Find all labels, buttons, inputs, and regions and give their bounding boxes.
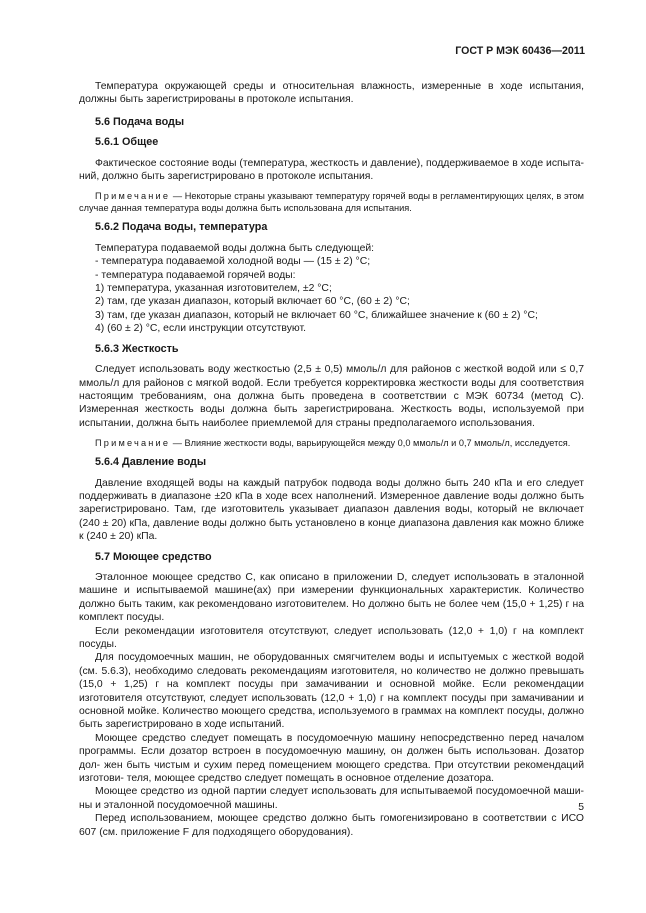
- section-5-7-paragraph: Моющее средство следует помещать в посудомоечную машину непосредственно перед началом программы. Если дозатор встроен в посудомоечную машину, он должен быть использован. Дозатор дол- жен быть чистым и сухим перед помещением моющего средства. При отсутствии рекомендаций изготови- теля, моющее средство следует помещать в основное отделение дозатора.: [79, 732, 584, 785]
- section-5-6-3-note: [79, 437, 584, 449]
- section-5-7-paragraph: Эталонное моющее средство С, как описано в приложении D, следует использовать в эталонной машине и испытываемой машине(ах) при измерении функциональных характеристик. Количество должно быть таким, как рекомендовано изготовителем. Но должно быть не более чем (15,0 + 1,25) г на комплект посуды.: [79, 571, 584, 624]
- page-content: [79, 80, 584, 839]
- section-5-6-1-note: [79, 190, 584, 214]
- section-5-7-paragraph: Если рекомендации изготовителя отсутствуют, следует использовать (12,0 + 1,0) г на комплект посуды.: [79, 625, 584, 650]
- note-text: — Некоторые страны указывают температуру горячей воды в регламентирующих целях, в этом случае данная температура воды должна быть использована для испытания.: [79, 191, 584, 214]
- section-5-6-3-text: Следует использовать воду жесткостью (2,5 ± 0,5) ммоль/л для районов с жесткой водой или ≤ 0,7 ммоль/л для районов с мягкой водой. Если требуется корректировка жесткости воды для соответствия настоящим требованиям, она должна быть проведена в соответствии с МЭК 60734 (метод С). Измеренная жесткость воды должна быть зарегистрирована. Жесткость воды, используемой при испытании, должна быть наиболее приемлемой для страны предполагаемого использования.: [79, 364, 584, 429]
- note-text: — Влияние жесткости воды, варьирующейся между 0,0 ммоль/л и 0,7 ммоль/л, исследуется.: [170, 438, 571, 449]
- page-number: 5: [578, 802, 584, 813]
- temperature-line: 4) (60 ± 2) °С, если инструкции отсутствуют.: [95, 323, 306, 335]
- standard-header: ГОСТ Р МЭК 60436—2011: [455, 45, 585, 57]
- section-5-7-paragraph: Моющее средство из одной партии следует использовать для испытываемой посудомоечной маши- ны и эталонной посудомоечной машины.: [79, 786, 584, 811]
- section-5-6-2-title: 5.6.2 Подача воды, температура: [95, 221, 268, 234]
- section-5-6-4-text: Давление входящей воды на каждый патрубок подвода воды должно быть 240 кПа и его следует поддерживать в диапазоне ±20 кПа в ходе всех наполнений. Измеренное давление воды должно быть зарегистрировано. Там, где изготовитель указывает диапазон давления воды, который не включает (240 ± 20) кПа, давление воды должно быть установлено в конце диапазона давления как можно ближе к (240 ± 20) кПа.: [79, 477, 584, 543]
- intro-paragraph: Температура окружающей среды и относительная влажность, измеренные в ходе испытания, должны быть зарегистрированы в протоколе испытания.: [79, 81, 584, 106]
- note-label: Примечание: [95, 191, 171, 202]
- note-label: Примечание: [95, 438, 171, 449]
- temperature-line: Температура подаваемой воды должна быть следующей:: [95, 242, 375, 254]
- temperature-line: 1) температура, указанная изготовителем, ±2 °С;: [95, 283, 332, 295]
- section-5-6-1-text: Фактическое состояние воды (температура, жесткость и давление), поддерживаемое в ходе испыта- ний, должно быть зарегистрировано в протоколе испытания.: [79, 157, 584, 183]
- section-5-7-paragraph: Перед использованием, моющее средство должно быть гомогенизировано в соответствии с ИСО 607 (см. приложение F для подходящего оборудования).: [79, 813, 584, 838]
- section-5-6-4-title: 5.6.4 Давление воды: [95, 456, 207, 469]
- temperature-line: - температура подаваемой холодной воды — (15 ± 2) °С;: [95, 256, 371, 268]
- section-5-7-title: 5.7 Моющее средство: [95, 550, 212, 563]
- temperature-line: 3) там, где указан диапазон, который не включает 60 °С, ближайшее значение к (60 ± 2) °С;: [95, 309, 538, 321]
- temperature-line: - температура подаваемой горячей воды:: [95, 269, 296, 281]
- section-5-6-1-title: 5.6.1 Общее: [95, 136, 159, 149]
- temperature-line: 2) там, где указан диапазон, который включает 60 °С, (60 ± 2) °С;: [95, 296, 410, 308]
- section-5-7-paragraph: Для посудомоечных машин, не оборудованных смягчителем воды и испытуемых с жесткой водой (см. 5.6.3), необходимо следовать рекомендациям изготовителя, но количество не должно превышать (15,0 + 1,25) г на комплект посуды при замачивании и основной мойке. Если рекомендации изготовителя отсутствуют, следует использовать (12,0 + 1,0) г на комплект посуды при замачивании и основной мойке. Количество моющего средства, используемого в граммах на комплект посуды, должно быть зарегистрировано в ходе испытаний.: [79, 652, 584, 731]
- section-5-6-3-title: 5.6.3 Жесткость: [95, 342, 179, 355]
- section-5-6-title: 5.6 Подача воды: [95, 115, 185, 128]
